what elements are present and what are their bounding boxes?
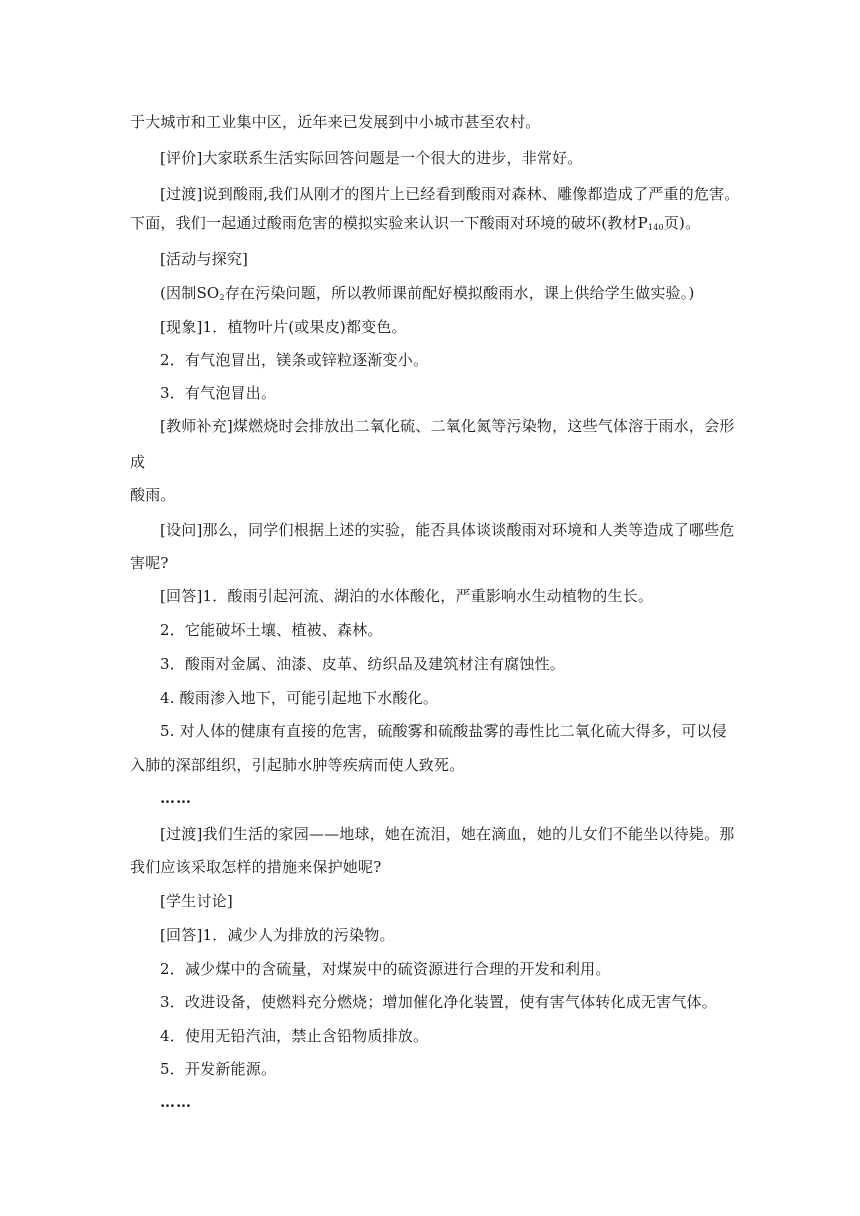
list-item: 2．它能破坏土壤、植被、森林。: [160, 621, 383, 639]
list-item: 3．改进设备，使燃料充分燃烧；增加催化净化装置，使有害气体转化成无害气体。: [160, 993, 717, 1011]
text-run: 存在污染问题，所以教师课前配好模拟酸雨水，课上供给学生做实验。): [224, 284, 695, 302]
list-item: 2．减少煤中的含硫量，对煤炭中的硫资源进行合理的开发和利用。: [160, 960, 611, 978]
transition-line: [过渡]我们生活的家园——地球，她在流泪，她在滴血，她的儿女们不能坐以待毙。那: [160, 825, 735, 843]
paragraph-line: 于大城市和工业集中区，近年来已发展到中小城市甚至农村。: [130, 113, 541, 131]
paragraph-line: 我们应该采取怎样的措施来保护她呢?: [130, 858, 382, 876]
text-run: (因制SO: [160, 284, 220, 302]
paragraph-line: 入肺的深部组织，引起肺水肿等疾病而使人致死。: [130, 756, 465, 774]
section-heading: [学生讨论]: [160, 892, 233, 910]
list-item: 2．有气泡冒出，镁条或锌粒逐渐变小。: [160, 351, 429, 369]
teacher-supplement-line: [教师补充]煤燃烧时会排放出二氧化硫、二氧化氮等污染物，这些气体溶于雨水，会形: [160, 417, 735, 435]
paragraph-line: 成: [130, 453, 146, 471]
subscript: 140: [647, 223, 664, 232]
list-item: 4. 酸雨渗入地下，可能引起地下水酸化。: [160, 689, 439, 707]
list-item: 4．使用无铅汽油，禁止含铅物质排放。: [160, 1027, 429, 1045]
ellipsis: ……: [160, 1093, 192, 1111]
text-run: 下面，我们一起通过酸雨危害的模拟实验来认识一下酸雨对环境的破坏(教材P: [130, 214, 648, 232]
evaluation-line: [评价]大家联系生活实际回答问题是一个很大的进步，非常好。: [160, 149, 583, 167]
list-item: 3．酸雨对金属、油漆、皮革、纺织品及建筑材注有腐蚀性。: [160, 655, 565, 673]
answer-line: [回答]1．减少人为排放的污染物。: [160, 926, 395, 944]
phenomenon-line: [现象]1．植物叶片(或果皮)都变色。: [160, 318, 407, 336]
answer-line: [回答]1．酸雨引起河流、湖泊的水体酸化，严重影响水生动植物的生长。: [160, 587, 654, 605]
section-heading: [活动与探究]: [160, 250, 249, 268]
note-line: [160, 283, 695, 303]
paragraph-line: 害呢?: [130, 554, 169, 572]
list-item: 5．开发新能源。: [160, 1060, 277, 1078]
transition-line: [过渡]说到酸雨,我们从刚才的图片上已经看到酸雨对森林、雕像都造成了严重的危害。: [160, 185, 740, 203]
paragraph-line: 酸雨。: [130, 486, 176, 504]
paragraph-line: [130, 213, 700, 233]
list-item: 5. 对人体的健康有直接的危害，硫酸雾和硫酸盐雾的毒性比二氧化硫大得多，可以侵: [160, 722, 727, 740]
text-run: 页)。: [663, 214, 701, 232]
ellipsis: ……: [160, 789, 192, 807]
list-item: 3．有气泡冒出。: [160, 384, 277, 402]
question-line: [设问]那么，同学们根据上述的实验，能否具体谈谈酸雨对环境和人类等造成了哪些危: [160, 521, 735, 539]
subscript: 2: [219, 293, 225, 302]
